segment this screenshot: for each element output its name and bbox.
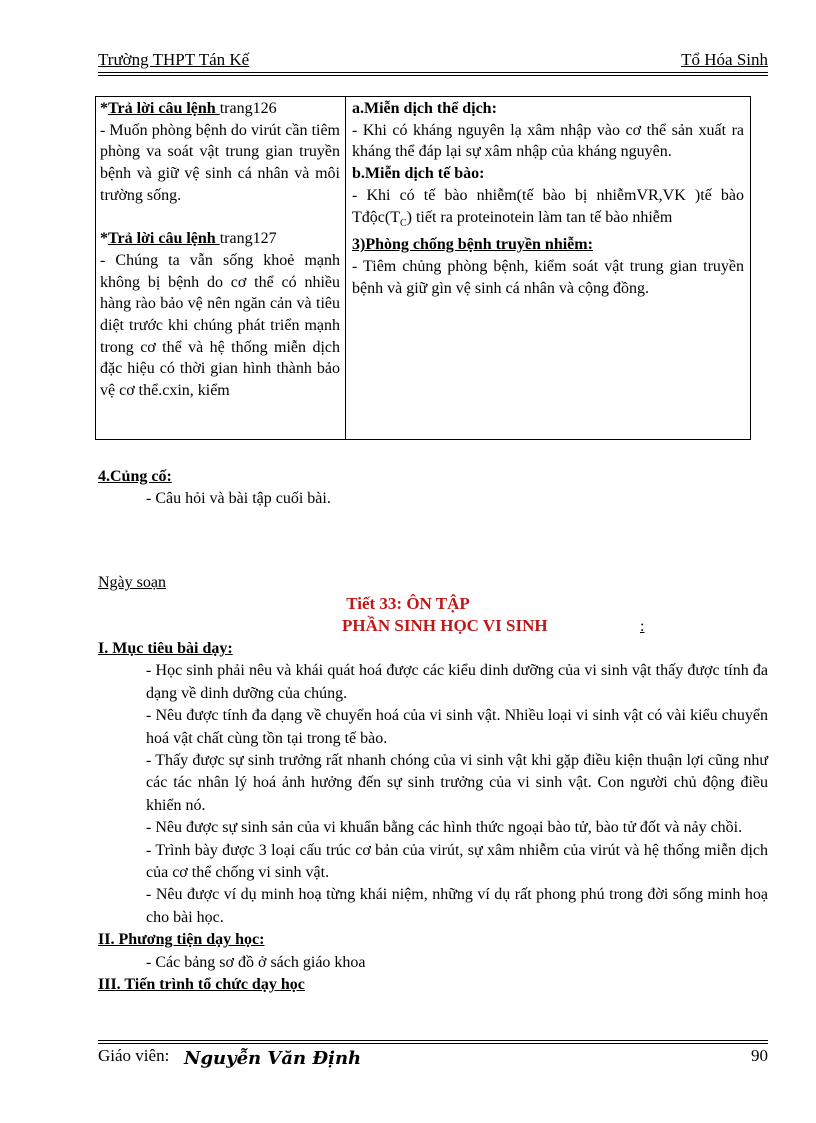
page-footer (98, 1046, 768, 1076)
consolidation-section (98, 466, 768, 511)
materials-item: - Các bảng sơ đồ ở sách giáo khoa (146, 953, 366, 971)
cell-immunity-heading: b.Miễn dịch tế bào: (352, 165, 485, 183)
consolidation-heading: 4.Củng cố: (98, 468, 172, 485)
signature-text: Nguyễn Văn Định (184, 1048, 362, 1069)
header-rule-thin (98, 75, 768, 76)
consolidation-item: - Câu hỏi và bài tập cuối bài. (146, 490, 331, 508)
humoral-immunity-text: - Khi có kháng nguyên lạ xâm nhập vào cơ thể sản xuất ra kháng thể đáp lại sự xâm nhập của kháng nguyên. (352, 121, 744, 161)
footer-rule-thin (98, 1040, 768, 1041)
objective-item: - Nêu được ví dụ minh hoạ từng khái niệm, những ví dụ rất phong phú trong đời sống minh hoạ cho bài học. (146, 886, 768, 926)
disease-prevention-text: - Tiêm chủng phòng bệnh, kiểm soát vật trung gian truyền bệnh và giữ gìn vệ sinh cá nhân và cộng đồng. (352, 258, 744, 297)
procedure-heading: III. Tiến trình tổ chức dạy học (98, 976, 305, 994)
content-table (95, 96, 751, 440)
lesson-title: Tiết 33: ÔN TẬP (346, 594, 470, 613)
table-right-column (352, 98, 744, 300)
answer-heading-126: *Trả lời câu lệnh trang126 (100, 100, 277, 117)
page-header (98, 48, 768, 72)
humoral-immunity-heading: a.Miễn dịch thể dịch: (352, 100, 497, 117)
table-divider (345, 97, 346, 439)
objective-item: - Học sinh phải nêu và khái quát hoá được các kiểu dinh dưỡng của vi sinh vật thấy được tính đa dạng về dinh dưỡng của chúng. (146, 662, 768, 702)
teacher-signature (182, 1042, 362, 1072)
objective-item: - Trình bày được 3 loại cấu trúc cơ bản của virút, sự xâm nhiễm của virút và hệ thống miễn dịch của cơ thể chống vi sinh vật. (146, 841, 768, 882)
objective-item: - Thấy được sự sinh trưởng rất nhanh chóng của vi sinh vật khi gặp điều kiện thuận lợi cũng như các tác nhân lý hoá ảnh hưởng đến sự sinh trưởng của vi sinh vật. Con người chủ động điều khiển nó. (146, 752, 768, 814)
header-rule (98, 72, 768, 73)
lesson-colon: : (640, 618, 645, 635)
answer-heading-127: *Trả lời câu lệnh trang127 (100, 230, 277, 248)
date-label: Ngày soạn (98, 574, 166, 591)
answer-126-text: - Muốn phòng bệnh do virút cần tiêm phòng va soát vật trung gian truyền bệnh và giữ vệ sinh cá nhân và môi trường sống. (100, 121, 340, 204)
objective-item: - Nêu được sự sinh sản của vi khuẩn bằng các hình thức ngoại bào tử, bào tử đốt và nảy chồi. (146, 819, 743, 837)
table-left-column (100, 98, 340, 402)
objective-item: - Nêu được tính đa dạng về chuyển hoá của vi sinh vật. Nhiều loại vi sinh vật có vài kiểu chuyển hoá vật chất cùng tồn tại trong tế bào. (146, 707, 768, 747)
objectives-heading: I. Mục tiêu bài dạy: (98, 640, 233, 657)
cell-immunity-text: - Khi có tế bào nhiễm(tế bào bị nhiễmVR,VK )tế bào $Tđộc(T_C)$ tiết ra proteinotein làm tan tế bào nhiễm (352, 186, 744, 229)
page-number: 90 (751, 1046, 768, 1065)
objectives-section (98, 638, 768, 997)
department-name: Tổ Hóa Sinh (681, 50, 768, 69)
lesson-subtitle: PHẦN SINH HỌC VI SINH (342, 616, 548, 635)
answer-127-text: - Chúng ta vẫn sống khoẻ mạnh không bị bệnh do cơ thể có nhiều hàng rào bảo vệ nên ngăn cản và tiêu diệt trước khi chúng phát triển mạnh trong cơ thể và hệ thống miễn dịch đặc hiệu có thời gian hình thành bảo vệ cơ thể.cxin, kiểm (100, 251, 340, 400)
materials-heading: II. Phương tiện dạy học: (98, 931, 265, 949)
disease-prevention-heading: 3)Phòng chống bệnh truyền nhiễm: (352, 236, 593, 254)
school-name: Trường THPT Tán Kế (98, 50, 250, 69)
teacher-label: Giáo viên: (98, 1046, 170, 1065)
